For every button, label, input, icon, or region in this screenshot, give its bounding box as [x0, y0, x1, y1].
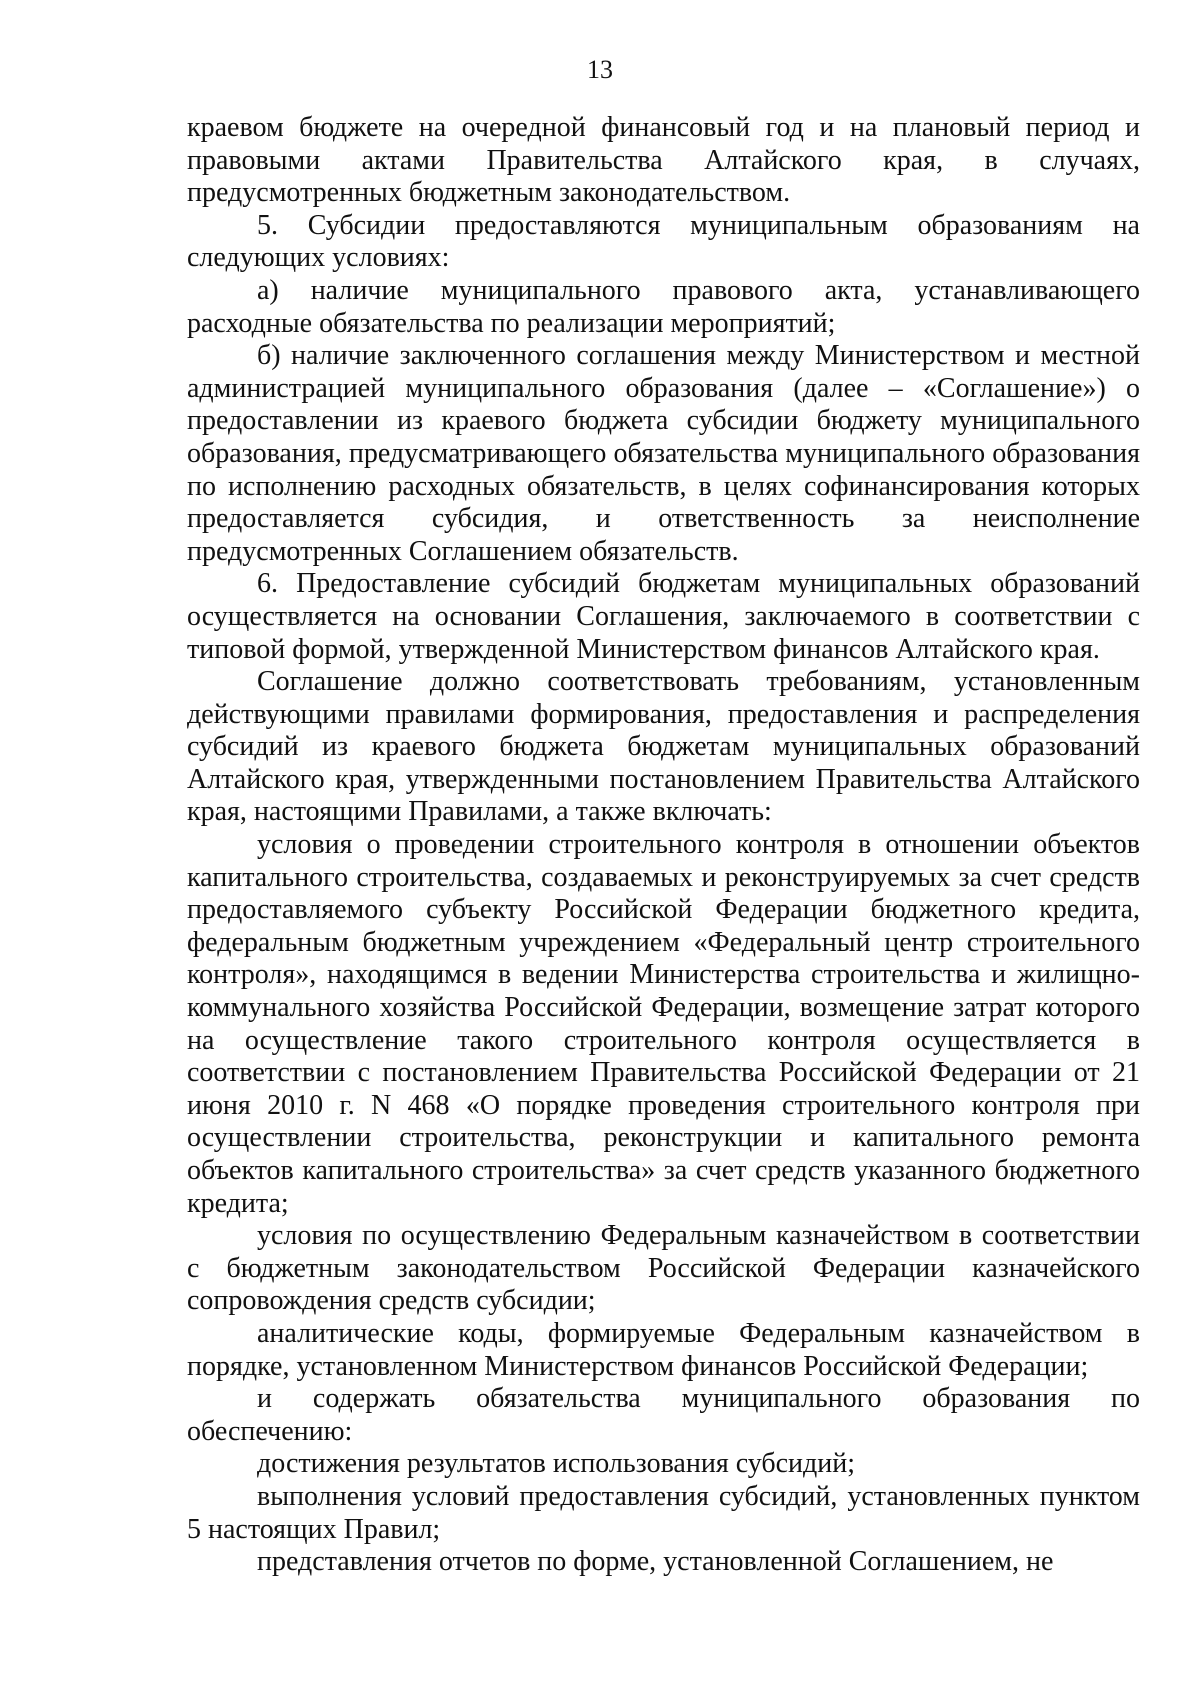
document-body: [187, 112, 1140, 1579]
paragraph: выполнения условий предоставления субсидий, установленных пунктом 5 настоящих Правил;: [187, 1480, 1140, 1545]
paragraph: а) наличие муниципального правового акта, устанавливающего расходные обязательства по реализации мероприятий;: [187, 274, 1140, 339]
paragraph: условия по осуществлению Федеральным казначейством в соответствии с бюджетным законодательством Российской Федерации казначейского сопровождения средств субсидии;: [187, 1220, 1140, 1317]
page-number: 13: [587, 55, 613, 84]
paragraph: и содержать обязательства муниципального образования по обеспечению:: [187, 1383, 1140, 1447]
paragraph: Соглашение должно соответствовать требованиям, установленным действующими правилами формирования, предоставления и распределения субсидий из краевого бюджета бюджетам муниципальных образований Алтайского края, утвержденными постановлением Правительства Алтайского края, настоящими Правилами, а также включать:: [187, 666, 1140, 828]
paragraph: условия о проведении строительного контроля в отношении объектов капитального строительства, создаваемых и реконструируемых за счет средств предоставляемого субъекту Российской Федерации бюджетного кредита, федеральным бюджетным учреждением «Федеральный центр строительного контроля», находящимся в ведении Министерства строительства и жилищно-коммунального хозяйства Российской Федерации, возмещение затрат которого на осуществление такого строительного контроля осуществляется в соответствии с постановлением Правительства Российской Федерации от 21 июня 2010 г. N 468 «О порядке проведения строительного контроля при осуществлении строительства, реконструкции и капитального ремонта объектов капитального строительства» за счет средств указанного бюджетного кредита;: [187, 829, 1140, 1219]
paragraph: краевом бюджете на очередной финансовый год и на плановый период и правовыми актами Правительства Алтайского края, в случаях, предусмотренных бюджетным законодательством.: [187, 112, 1140, 209]
paragraph: 5. Субсидии предоставляются муниципальным образованиям на следующих условиях:: [187, 209, 1140, 274]
paragraph: аналитические коды, формируемые Федеральным казначейством в порядке, установленном Министерством финансов Российской Федерации;: [187, 1317, 1140, 1382]
paragraph: представления отчетов по форме, установленной Соглашением, не: [257, 1546, 1054, 1578]
paragraph: б) наличие заключенного соглашения между Министерством и местной администрацией муниципального образования (далее – «Соглашение») о предоставлении из краевого бюджета субсидии бюджету муниципального образования, предусматривающего обязательства муниципального образования по исполнению расходных обязательств, в целях софинансирования которых предоставляется субсидия, и ответственность за неисполнение предусмотренных Соглашением обязательств.: [187, 340, 1140, 567]
paragraph: 6. Предоставление субсидий бюджетам муниципальных образований осуществляется на основании Соглашения, заключаемого в соответствии с типовой формой, утвержденной Министерством финансов Алтайского края.: [187, 568, 1140, 665]
paragraph: достижения результатов использования субсидий;: [257, 1448, 856, 1480]
